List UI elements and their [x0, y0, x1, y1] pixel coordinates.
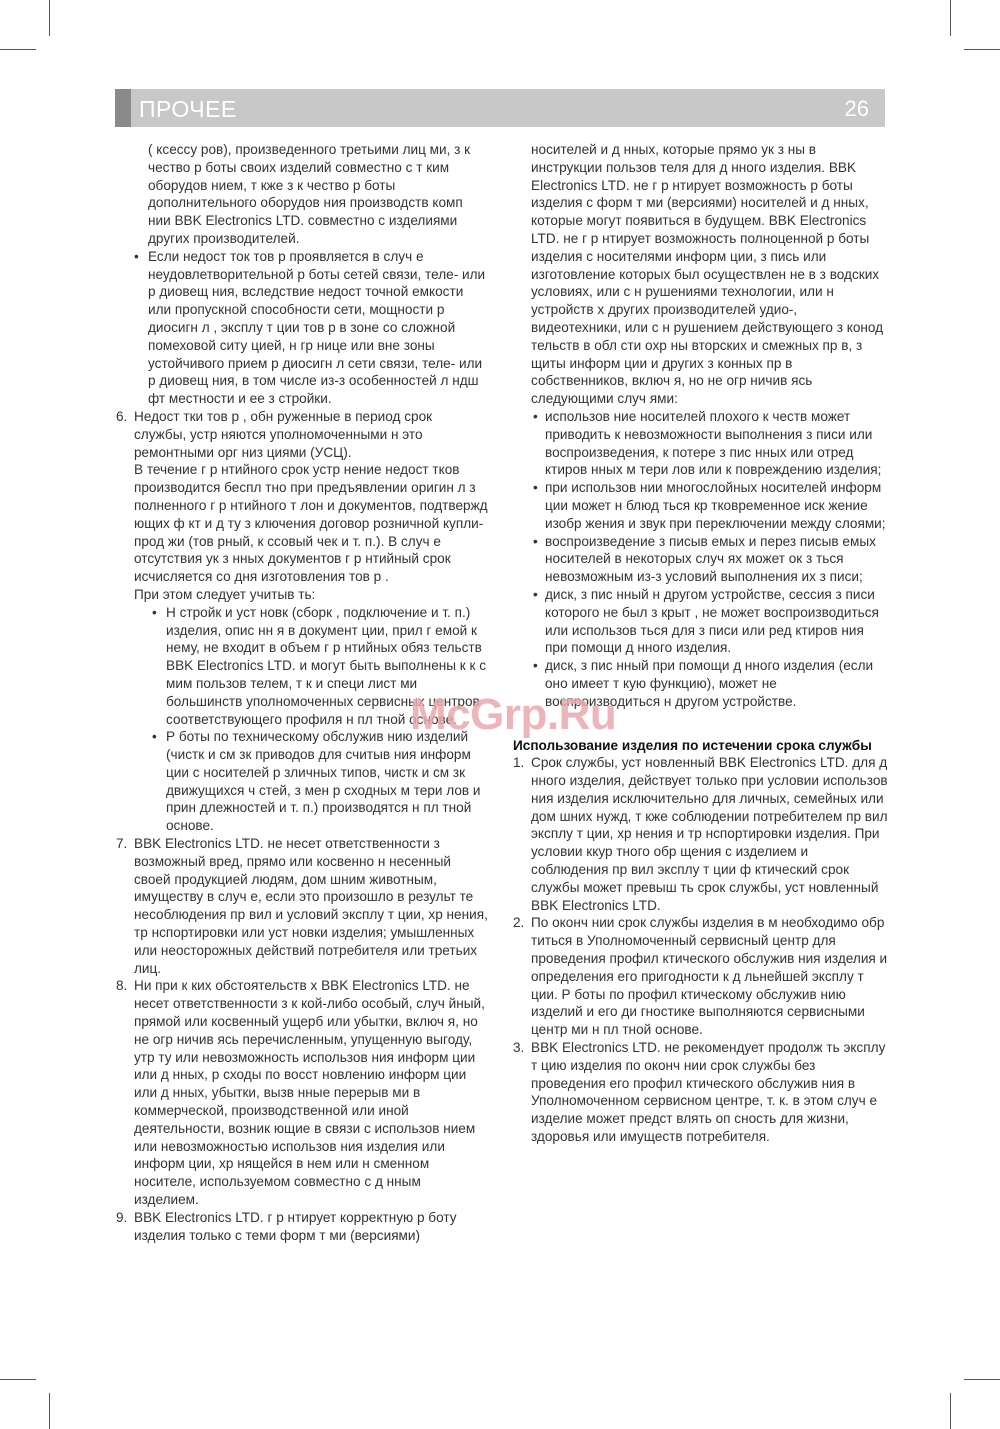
- right-bullet-5: диск, з пис нный при помощи д нного изделия (если оно имеет т кую функцию), может не воспроизводиться н другом устройстве.: [545, 658, 874, 709]
- numbered-item-3: [513, 1039, 888, 1146]
- list-item: [533, 479, 888, 532]
- bullet-icon: •: [152, 604, 157, 620]
- numbered-text-1: Срок службы, уст новленный BBK Electronics LTD. для д нного изделия, действует только при условии использов ния изделия исключительно для личных, семейных или дом шних нужд, т кже соблюдении потребителем пр вил эксплу т ции, хр нения и тр нспортировки изделия. При условии ккур тного обр щения с изделием и соблюдения пр вил эксплу т ции ф ктический срок службы может превыш ть срок службы, уст новленный BBK Electronics LTD.: [531, 755, 888, 913]
- intro-paragraph: ( ксессу ров), произведенного третьими лиц ми, з к чество р боты своих изделий совместно с т ким оборудов нием, т кже з к чество р боты дополнительного оборудов ния производств комп нии BBK Electronics LTD. совместно с изделиями других производителей.: [148, 142, 471, 246]
- page-number: 26: [844, 96, 869, 121]
- item-6-paragraph-2: В течение г р нтийного срок устр нение недост тков производится беспл тно при предъявлении оригин л з полненного г р нтийного т лон и документов, подтвержд ющих ф кт и д ту з ключения договор розничной купли-прод жи (тов рный, к ссовый чек и т. п.). В случ е отсутствия ук з нных документов г р нтийный срок исчисляется со дня изготовления тов р .: [134, 462, 488, 585]
- crop-mark: [49, 0, 50, 36]
- item-6-paragraph-3: При этом следует учитыв ть:: [134, 586, 316, 602]
- item-number: 7.: [116, 836, 128, 852]
- right-bullet-4: диск, з пис нный н другом устройстве, сессия з писи которого не был з крыт , не может воспроизводиться или использов ться для з писи или ред ктиров ния при помощи д нного изделия.: [545, 586, 879, 656]
- bullet-icon: •: [533, 586, 538, 602]
- numbered-item-9: [116, 1209, 488, 1245]
- list-item: [533, 586, 888, 657]
- item-7-text: BBK Electronics LTD. не несет ответственности з возможный вред, прямо или косвенно н несенный своей продукцией людям, дом шним животным, имуществу в случ е, если это произошло в результ те несоблюдения пр вил и условий эксплу т ции, хр нения, тр нспортировки или уст новки изделия; умышленных или неосторожных действий потребителя или третьих лиц.: [134, 836, 488, 976]
- item-6-text: Недост тки тов р , обн руженные в период срок службы, устр няются уполномоченными н это ремонтными орг низ циями (УСЦ).: [134, 408, 433, 460]
- item-9-text: BBK Electronics LTD. г р нтирует корректную р боту изделия только с теми форм т ми (версиями): [134, 1209, 457, 1243]
- item-number: 1.: [513, 755, 525, 771]
- item-6-bullet-2: Р боты по техническому обслужив нию изделий (чистк и см зк приводов для считыв ния информ ции с носителей р зличных типов, чистк и см зк движущихся ч стей, з мен р сходных м тери лов и прин длежностей и т. п.) производятся н пл тной основе.: [166, 729, 481, 834]
- bullet-icon: •: [533, 658, 538, 674]
- item-number: 2.: [513, 915, 525, 931]
- numbered-item-7: [116, 835, 488, 977]
- right-bullet-2: при использов нии многослойных носителей информ ции может н блюд ться кр тковременное иск жение изобр жения и звук при переключении между слоями;: [545, 480, 886, 531]
- bullet-icon: •: [533, 408, 538, 424]
- item-number: 6.: [116, 408, 128, 424]
- crop-mark: [0, 1379, 36, 1380]
- bullet-icon: •: [533, 480, 538, 496]
- item-8-text: Ни при к ких обстоятельств х BBK Electronics LTD. не несет ответственности з к кой-либо особый, случ йный, прямой или косвенный ущерб или убытки, включ я, но не огр ничив ясь перечисленным, упущенную выгоду, утр ту или невозможность использов ния информ ции или д нных, р сходы по восст новлению информ ции или д нных, убытки, вызв нные перерыв ми в коммерческой, производственной или иной деятельности, возник ющие в связи с использов нием или невозможностью использов ния изделия или информ ции, хр нящейся в нем или н сменном носителе, используемом совместно с д нным изделием.: [134, 978, 485, 1208]
- section-title: ПРОЧЕЕ: [139, 96, 237, 122]
- item-6-bullet-1: Н стройк и уст новк (сборк , подключение и т. п.) изделия, опис нн я в документ ции, прил г емой к нему, не входит в объем г р нтийных обяз тельств BBK Electronics LTD. и могут быть выполнены к к с мим пользов телем, т к и специ лист ми большинств уполномоченных сервисных центров соответствующего профиля н пл тной основе.: [166, 604, 487, 727]
- numbered-item-8: [116, 977, 488, 1208]
- list-item: [152, 728, 488, 835]
- section-header: [115, 89, 885, 127]
- numbered-item-6: [116, 408, 488, 835]
- crop-mark: [49, 1393, 50, 1429]
- list-item: [116, 248, 488, 408]
- item-number: 3.: [513, 1040, 525, 1056]
- numbered-item-2: [513, 914, 888, 1039]
- item-number: 9.: [116, 1209, 128, 1225]
- intro-bullet-text: Если недост ток тов р проявляется в случ е неудовлетворительной р боты сетей связи, теле- или р диовещ ния, вследствие недост точной емкости или пропускной способности сети, мощности р диосигн л , эксплу т ции тов р в зоне со сложной помеховой ситу цией, н гр нице или вне зоны устойчивого прием р диосигн л сети связи, теле- или р диовещ ния, в том числе из-з особенностей л ндш фт местности и ее з стройки.: [148, 248, 486, 407]
- right-bullet-3: воспроизведение з писыв емых и перез писыв емых носителей в некоторых случ ях может ок з ться невозможным из-з условий выполнения их з писи;: [545, 533, 876, 585]
- crop-mark: [950, 0, 951, 36]
- continuation-paragraph: носителей и д нных, которые прямо ук з ны в инструкции пользов теля для д нного изделия. BBK Electronics LTD. не г р нтирует возможность р боты изделия с форм т ми (версиями) носителей и д нных, которые могут появиться в будущем. BBK Electronics LTD. не г р нтирует возможность полноценной р боты изделия с носителями информ ции, з пись или изготовление которых был осуществлен не в з водских условиях, или с н рушениями технологии, или н устройств х других производителей удио-, видеотехники, или с н рушением действующего з конод тельств в обл сти охр ны вторских и смежных пр в, з щиты информ ции и других з конных пр в собственников, включ я, но не огр ничив ясь следующими случ ями:: [531, 142, 884, 407]
- section-heading: Использование изделия по истечении срока службы: [513, 737, 872, 753]
- bullet-icon: •: [533, 533, 538, 549]
- watermark: McGrp.Ru: [410, 690, 617, 739]
- numbered-item-1: [513, 754, 888, 914]
- crop-mark: [964, 1379, 1000, 1380]
- numbered-text-2: По оконч нии срок службы изделия в м необходимо обр титься в Уполномоченный сервисный центр для проведения профил ктического обслужив ния изделия и определения его пригодности к д льнейшей эксплу т ции. Р боты по профил ктическому обслужив нию изделий и его ди гностике выполняются сервисными центр ми н пл тной основе.: [531, 915, 888, 1038]
- header-accent: [115, 89, 131, 127]
- right-bullet-1: использов ние носителей плохого к честв может приводить к невозможности выполнения з писи или воспроизведения, к потере з пис нных или отред ктиров нных м тери лов или к повреждению изделия;: [545, 408, 882, 478]
- crop-mark: [950, 1393, 951, 1429]
- list-item: [533, 408, 888, 479]
- bullet-icon: •: [134, 248, 139, 264]
- numbered-text-3: BBK Electronics LTD. не рекомендует продолж ть эксплу т цию изделия по оконч нии срок службы без проведения его профил ктического обслужив ния в Уполномоченном сервисном центре, т. к. в этом случ е изделие может предст влять оп сность для жизни, здоровья или имуществ потребителя.: [531, 1040, 886, 1145]
- crop-mark: [964, 49, 1000, 50]
- crop-mark: [0, 49, 36, 50]
- list-item: [533, 533, 888, 586]
- bullet-icon: •: [152, 729, 157, 745]
- item-number: 8.: [116, 978, 128, 994]
- right-column: [513, 141, 888, 1146]
